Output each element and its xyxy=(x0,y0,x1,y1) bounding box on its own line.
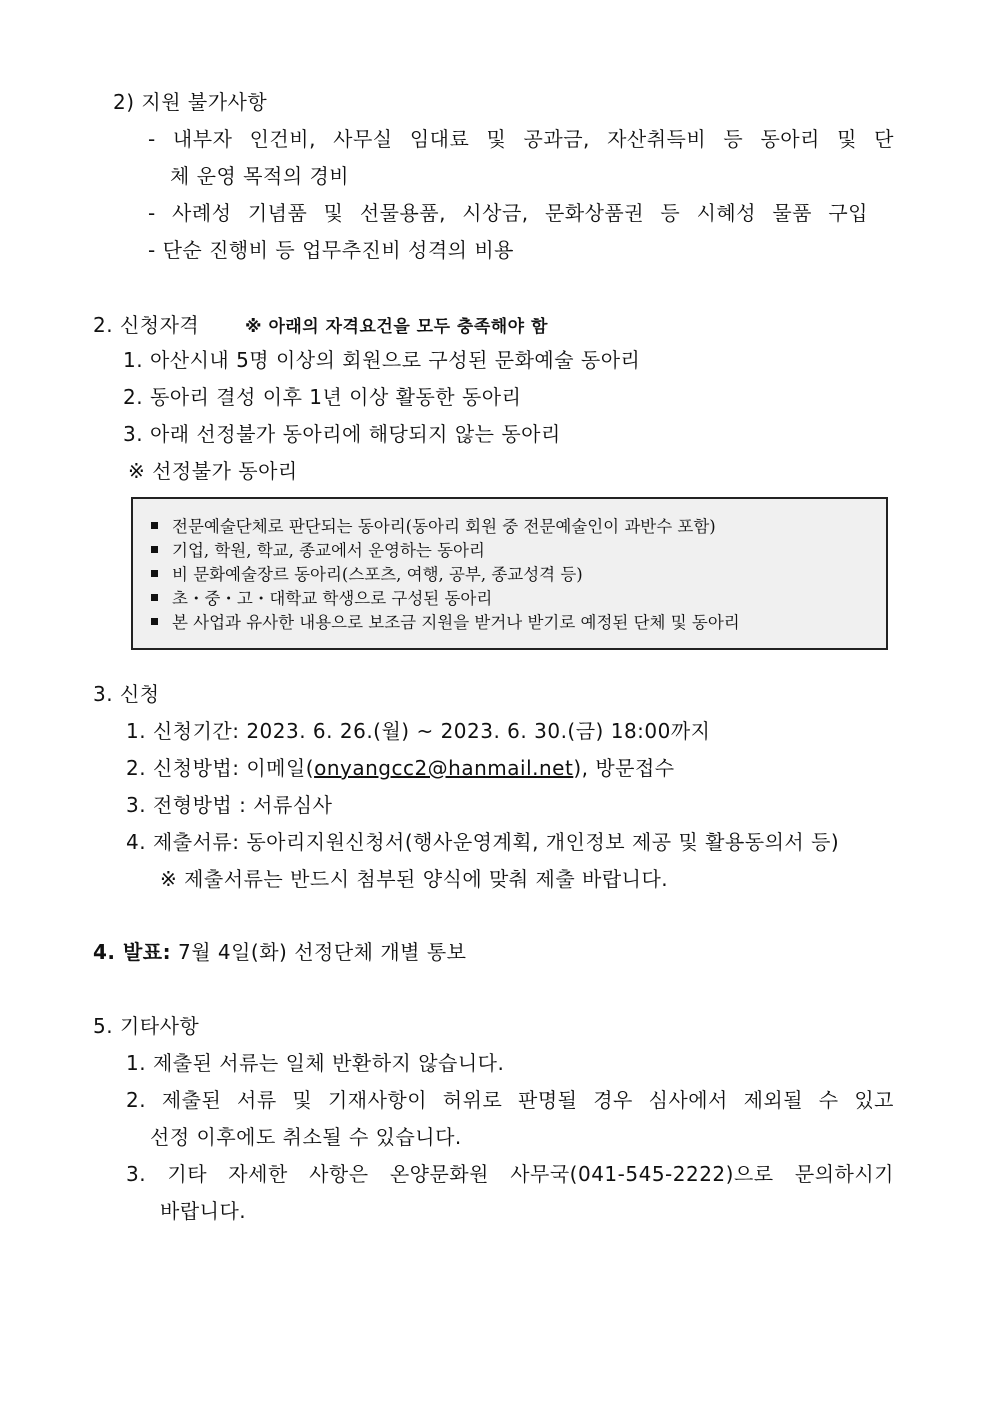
bullet-square-icon xyxy=(151,522,158,529)
subsection-heading-not-supported: 2) 지원 불가사항 xyxy=(113,90,268,114)
eligibility-item: 1. 아산시내 5명 이상의 회원으로 구성된 문화예술 동아리 xyxy=(123,348,641,372)
not-supported-item-continued: 체 운영 목적의 경비 xyxy=(170,164,350,188)
bullet-square-icon xyxy=(151,570,158,577)
announcement: 4. 발표: 7월 4일(화) 선정단체 개별 통보 xyxy=(93,940,467,964)
bullet-square-icon xyxy=(151,618,158,625)
application-method: 2. 신청방법: 이메일(onyangcc2@hanmail.net), 방문접수 xyxy=(126,756,675,780)
excluded-club-item: 전문예술단체로 판단되는 동아리(동아리 회원 중 전문예술인이 과반수 포함) xyxy=(151,516,716,538)
required-documents: 4. 제출서류: 동아리지원신청서(행사운영계획, 개인정보 제공 및 활용동의서 등) xyxy=(126,830,840,854)
not-supported-item: - 사례성 기념품 및 선물용품, 시상금, 문화상품권 등 시혜성 물품 구입 xyxy=(148,201,868,225)
not-supported-item: - 단순 진행비 등 업무추진비 성격의 비용 xyxy=(148,238,514,262)
not-supported-item: - 내부자 인건비, 사무실 임대료 및 공과금, 자산취득비 등 동아리 및 단 xyxy=(148,127,894,151)
documents-note: ※ 제출서류는 반드시 첨부된 양식에 맞춰 제출 바랍니다. xyxy=(160,867,669,891)
email-link[interactable]: onyangcc2@hanmail.net xyxy=(314,756,574,780)
section-heading-other: 5. 기타사항 xyxy=(93,1014,200,1038)
eligibility-item: 3. 아래 선정불가 동아리에 해당되지 않는 동아리 xyxy=(123,422,561,446)
application-period: 1. 신청기간: 2023. 6. 26.(월) ~ 2023. 6. 30.(금) 18:00까지 xyxy=(126,719,711,743)
excluded-club-item: 비 문화예술장르 동아리(스포츠, 여행, 공부, 종교성격 등) xyxy=(151,564,583,586)
other-item: 2. 제출된 서류 및 기재사항이 허위로 판명될 경우 심사에서 제외될 수 있고 xyxy=(126,1088,894,1112)
eligibility-item: 2. 동아리 결성 이후 1년 이상 활동한 동아리 xyxy=(123,385,522,409)
excluded-clubs-box xyxy=(131,497,888,650)
other-item-continued: 바랍니다. xyxy=(160,1199,247,1223)
screening-method: 3. 전형방법 : 서류심사 xyxy=(126,793,333,817)
bullet-square-icon xyxy=(151,594,158,601)
excluded-clubs-title: ※ 선정불가 동아리 xyxy=(128,459,298,483)
section-heading-eligibility: 2. 신청자격 xyxy=(93,313,200,337)
other-item-continued: 선정 이후에도 취소될 수 있습니다. xyxy=(150,1125,462,1149)
other-item: 1. 제출된 서류는 일체 반환하지 않습니다. xyxy=(126,1051,505,1075)
bullet-square-icon xyxy=(151,546,158,553)
excluded-club-item: 기업, 학원, 학교, 종교에서 운영하는 동아리 xyxy=(151,540,485,562)
other-item: 3. 기타 자세한 사항은 온양문화원 사무국(041-545-2222)으로 문의하시기 xyxy=(126,1162,894,1186)
excluded-club-item: 초・중・고・대학교 학생으로 구성된 동아리 xyxy=(151,588,492,610)
section-heading-application: 3. 신청 xyxy=(93,682,160,706)
section-heading-announcement: 4. 발표: xyxy=(93,940,172,964)
excluded-club-item: 본 사업과 유사한 내용으로 보조금 지원을 받거나 받기로 예정된 단체 및 동아리 xyxy=(151,612,740,634)
eligibility-note: ※ 아래의 자격요건을 모두 충족해야 함 xyxy=(245,317,548,337)
